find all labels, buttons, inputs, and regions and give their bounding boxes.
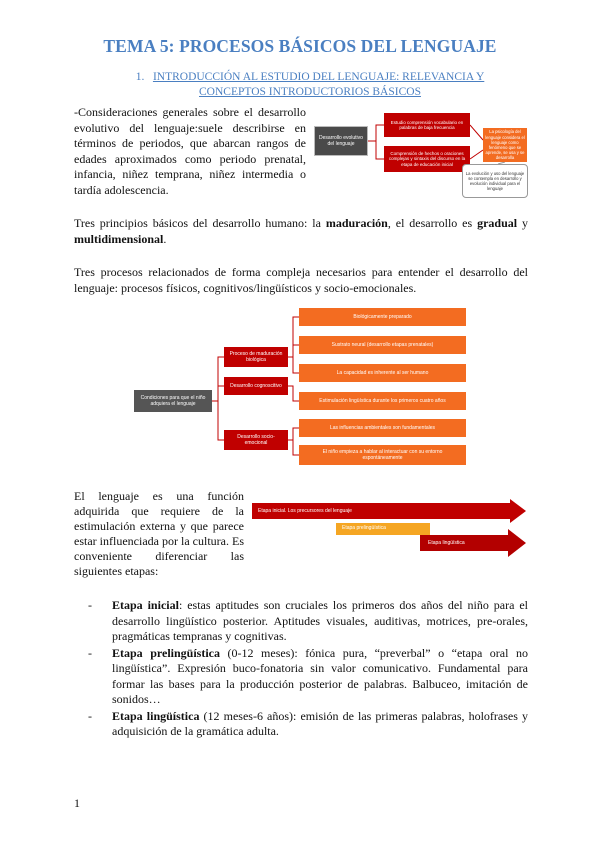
diagram2-main-box: Condiciones para que el niño adquiera el lenguaje (134, 390, 212, 412)
diagram1-note-box: La evolución y uso del lenguaje se contempla en desarrollo y evolución individual para el lenguaje (462, 164, 528, 198)
term-maduracion: maduración (325, 216, 388, 230)
list-text: : estas aptitudes son cruciales los primeros dos años del niño para el desarrollo lingüístico posterior. Aptitudes visuales, auditivas, motrices, pre-orales, pragmáticas tempranas y cognitivas. (112, 598, 529, 643)
list-text: (12 meses-6 años): emisión de las primeras palabras, holofrases y adquisición de la gramática adulta. (112, 708, 528, 738)
term-gradual: gradual (477, 216, 518, 230)
stages-list (88, 598, 528, 741)
diagram2-category-cognitive: Desarrollo cognoscitivo (224, 377, 288, 395)
diagram1-main-box: Desarrollo evolutivo del lenguaje (314, 126, 368, 156)
list-item: - Etapa lingüística (12 meses-6 años): emisión de las primeras palabras, holofrases y adquisición de la gramática adulta. (88, 708, 528, 738)
list-term: Etapa lingüística (112, 708, 200, 723)
principles-text-1: Tres principios básicos del desarrollo humano: la (74, 216, 326, 230)
diagram1-red-box-1: Estudio comprensión vocabulario en palabras de baja frecuencia (384, 113, 470, 137)
paragraph-stages-intro: El lenguaje es una función adquirida que requiere de la estimulación externa y que parece estar influenciada por la cultura. Es conveniente diferenciar las siguientes etapas: (74, 489, 244, 578)
diagram1-orange-box: La psicología del lenguaje considera el lenguaje como fenómeno que se aprende, se usa y se desarrolla (483, 128, 527, 162)
section-number: 1. (135, 71, 145, 83)
paragraph-periods: -Consideraciones generales sobre el desarrollo evolutivo del lenguaje:suele describirse en términos de periodos, que abarcan rangos de edades aproximados como periodo prenatal, infancia, niñez temprana, niñez intermedia o tardía adolescencia. (74, 105, 306, 197)
stage-label-linguistic: Etapa lingüística (428, 540, 465, 546)
diagram2-item-1: Biológicamente preparado (299, 308, 466, 326)
list-text: (0-12 meses): fónica pura, “preverbal” o “etapa oral no lingüística”. Expresión buco-fonatoria sin valor comunicativo. Fundamental para formar las bases para la producción posterior de palabras. Balbuceo, imitación de sonidos… (112, 645, 528, 706)
stages-arrow-diagram (250, 497, 530, 563)
diagram2-item-4: Estimulación lingüística durante los primeros cuatro años (299, 392, 466, 410)
page-title: TEMA 5: PROCESOS BÁSICOS DEL LENGUAJE (103, 36, 497, 56)
stage-label-prelinguistic: Etapa prelingüística (342, 525, 386, 531)
list-term: Etapa inicial (112, 598, 179, 612)
principles-text-3: y (517, 216, 529, 230)
diagram2-item-6: El niño empieza a hablar al interactuar con su entorno espontáneamente (299, 445, 466, 465)
diagram2-item-3: La capacidad es inherente al ser humano (299, 364, 466, 382)
page-number: 1 (74, 796, 80, 810)
diagram2-category-biological: Proceso de maduración biológica (224, 347, 288, 367)
paragraph-processes: Tres procesos relacionados de forma compleja necesarios para entender el desarrollo del lenguaje: procesos físicos, cognitivos/lingüísticos y socio-emocionales. (74, 265, 528, 295)
list-item: - Etapa prelingüística (0-12 meses): fónica pura, “preverbal” o “etapa oral no lingüística”. Expresión buco-fonatoria sin valor comunicativo. Fundamental para formar las bases para la producción posterior de palabras. Balbuceo, imitación de sonidos… (88, 645, 528, 706)
section-title-line2: CONCEPTOS INTRODUCTORIOS BÁSICOS (199, 86, 421, 98)
stage-label-initial: Etapa inicial. Los precursores del lenguaje (258, 508, 352, 514)
list-term: Etapa prelingüística (112, 645, 220, 660)
diagram2-item-2: Sustrato neural (desarrollo etapas prenatales) (299, 336, 466, 354)
diagram2-item-5: Las influencias ambientales son fundamentales (299, 419, 466, 437)
principles-text-2: , el desarrollo es (387, 216, 478, 230)
diagram1-red-box-2: Comprensión de hechos o oraciones complejas y sintaxis del discurso en la etapa de educación inicial (384, 146, 470, 172)
section-title-line1: INTRODUCCIÓN AL ESTUDIO DEL LENGUAJE: RELEVANCIA Y (152, 71, 485, 83)
diagram2-category-socioemotional: Desarrollo socio-emocional (224, 430, 288, 450)
term-multidimensional: multidimensional (74, 231, 164, 246)
principles-text-4: . (163, 231, 167, 246)
list-item: - Etapa inicial: estas aptitudes son cruciales los primeros dos años del niño para el desarrollo lingüístico posterior. Aptitudes visuales, auditivas, motrices, pre-orales, pragmáticas tempranas y cognitivas. (88, 598, 529, 643)
